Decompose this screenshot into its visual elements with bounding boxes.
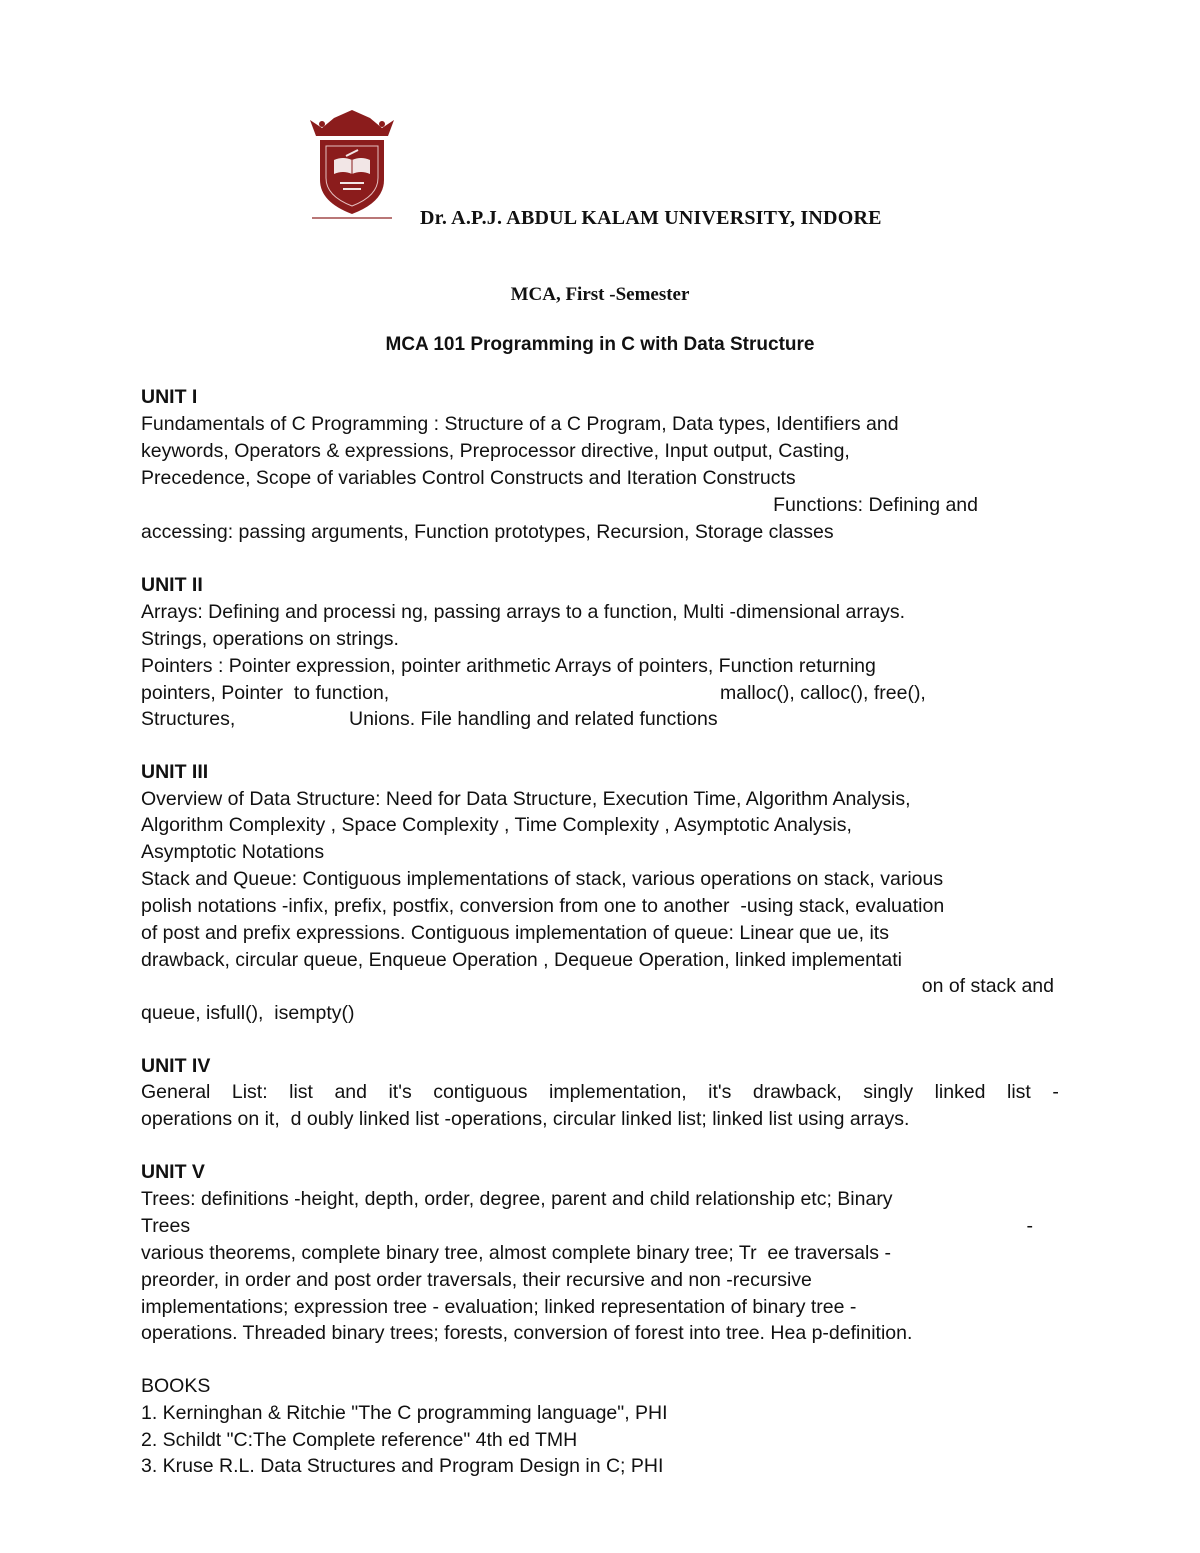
word: it's — [708, 1081, 732, 1103]
word: it's — [388, 1081, 412, 1103]
word: list — [289, 1081, 313, 1103]
word: singly — [863, 1081, 914, 1103]
word: contiguous — [433, 1081, 528, 1103]
word: Trees — [141, 1215, 191, 1237]
unit-3-line: Algorithm Complexity , Space Complexity , Time Complexity , Asymptotic Analysis, — [141, 814, 852, 836]
unit-2-line: Structures, — [141, 708, 236, 730]
unit-2-line: pointers, Pointer to function, — [141, 682, 390, 704]
word: list — [1007, 1081, 1031, 1103]
unit-1-line: Precedence, Scope of variables Control Constructs and Iteration Constructs — [141, 467, 796, 489]
university-crest-icon — [306, 110, 398, 222]
unit-3-line: Overview of Data Structure: Need for Data Structure, Execution Time, Algorithm Analysis, — [141, 788, 911, 810]
unit-5-line: various theorems, complete binary tree, almost complete binary tree; Tr ee traversals - — [141, 1242, 891, 1264]
unit-1-line: accessing: passing arguments, Function prototypes, Recursion, Storage classes — [141, 521, 834, 543]
unit-3-line: of post and prefix expressions. Contiguous implementation of queue: Linear que ue, its — [141, 922, 889, 944]
word: General — [141, 1081, 211, 1103]
unit-1-heading: UNIT I — [141, 386, 198, 408]
unit-5-line: Trees: definitions -height, depth, order, degree, parent and child relationship etc; Binary — [141, 1188, 893, 1210]
unit-5-line: preorder, in order and post order traversals, their recursive and non -recursive — [141, 1269, 812, 1291]
unit-1-line: keywords, Operators & expressions, Preprocessor directive, Input output, Casting, — [141, 440, 850, 462]
word: implementation, — [549, 1081, 687, 1103]
word: and — [334, 1081, 367, 1103]
unit-3-line: drawback, circular queue, Enqueue Operation , Dequeue Operation, linked implementati — [141, 949, 902, 971]
unit-2-line: Strings, operations on strings. — [141, 628, 399, 650]
books-heading: BOOKS — [141, 1375, 211, 1397]
unit-2-line: Unions. File handling and related functions — [349, 708, 718, 730]
word: drawback, — [752, 1081, 842, 1103]
word: - — [1052, 1081, 1059, 1103]
unit-3-line: queue, isfull(), isempty() — [141, 1002, 355, 1024]
unit-4-line: operations on it, d oubly linked list -operations, circular linked list; linked list using arrays. — [141, 1108, 910, 1130]
unit-2-line: Pointers : Pointer expression, pointer arithmetic Arrays of pointers, Function returning — [141, 655, 876, 677]
unit-4-heading: UNIT IV — [141, 1055, 211, 1077]
book-item: 3. Kruse R.L. Data Structures and Program Design in C; PHI — [141, 1455, 664, 1477]
unit-2-line: Arrays: Defining and processi ng, passing arrays to a function, Multi -dimensional arrays. — [141, 601, 906, 623]
unit-5-split-line — [141, 1213, 1033, 1240]
unit-1-line: Fundamentals of C Programming : Structure of a C Program, Data types, Identifiers and — [141, 413, 899, 435]
unit-3-line: Stack and Queue: Contiguous implementations of stack, various operations on stack, various — [141, 868, 944, 890]
book-item: 2. Schildt "C:The Complete reference" 4th ed TMH — [141, 1429, 578, 1451]
unit-5-line: implementations; expression tree - evaluation; linked representation of binary tree - — [141, 1296, 857, 1318]
unit-2-heading: UNIT II — [141, 574, 203, 596]
unit-2-line: malloc(), calloc(), free(), — [720, 682, 926, 704]
unit-4-justified-line — [141, 1079, 1059, 1106]
unit-1-line: Functions: Defining and — [773, 494, 978, 516]
unit-3-line: Asymptotic Notations — [141, 841, 325, 863]
word: linked — [934, 1081, 986, 1103]
course-title: MCA 101 Programming in C with Data Structure — [385, 334, 815, 355]
unit-3-line: polish notations -infix, prefix, postfix, conversion from one to another -using stack, evaluation — [141, 895, 945, 917]
unit-3-heading: UNIT III — [141, 761, 209, 783]
word: List: — [231, 1081, 268, 1103]
unit-3-line: on of stack and — [921, 975, 1054, 997]
unit-5-heading: UNIT V — [141, 1161, 205, 1183]
university-name: Dr. A.P.J. ABDUL KALAM UNIVERSITY, INDORE — [420, 207, 882, 229]
book-item: 1. Kerninghan & Ritchie "The C programming language", PHI — [141, 1402, 668, 1424]
word: - — [1026, 1215, 1033, 1237]
unit-5-line: operations. Threaded binary trees; forests, conversion of forest into tree. Hea p-definition. — [141, 1322, 913, 1344]
semester-heading: MCA, First -Semester — [510, 284, 690, 305]
